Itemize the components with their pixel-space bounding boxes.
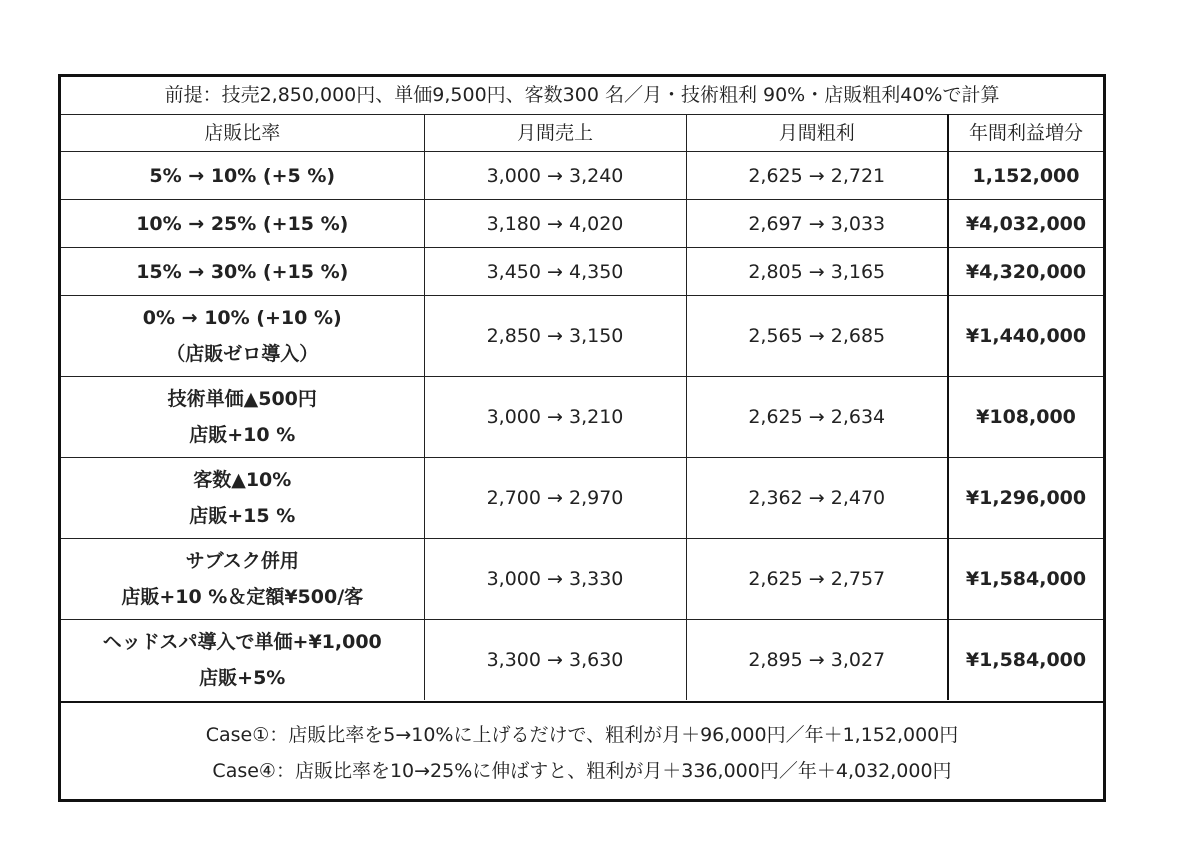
table-row — [61, 248, 1103, 296]
case-cell — [61, 620, 424, 701]
case-label: 5% → 10% (+5 %) — [149, 164, 336, 187]
case-cell — [61, 152, 424, 200]
annual-profit-cell: ¥4,320,000 — [948, 248, 1103, 296]
monthly-sales-cell: 3,000 → 3,210 — [424, 377, 686, 458]
annual-profit-cell: ¥108,000 — [948, 377, 1103, 458]
header-retail-ratio: 店販比率 — [61, 115, 424, 152]
case-label: 0% → 10% (+10 %) — [142, 307, 342, 329]
case-sublabel: （店販ゼロ導入） — [166, 343, 319, 366]
case-sublabel: 店販+5% — [199, 667, 286, 690]
case-label: 10% → 25% (+15 %) — [136, 212, 349, 235]
premise-row — [61, 77, 1103, 115]
monthly-gross-cell: 2,625 → 2,634 — [686, 377, 948, 458]
monthly-gross-cell: 2,625 → 2,757 — [686, 539, 948, 620]
table-row — [61, 620, 1103, 701]
monthly-sales-cell: 3,180 → 4,020 — [424, 200, 686, 248]
header-monthly-sales: 月間売上 — [424, 115, 686, 152]
header-row — [61, 115, 1103, 152]
annual-profit-cell: 1,152,000 — [948, 152, 1103, 200]
note-case-1: Case①：店販比率を5→10%に上げるだけで、粗利が月＋96,000円／年＋1,152,000円 — [205, 723, 959, 746]
case-label: 15% → 30% (+15 %) — [136, 260, 349, 283]
monthly-gross-cell: 2,697 → 3,033 — [686, 200, 948, 248]
case-label: サブスク併用 — [185, 550, 299, 572]
monthly-sales-cell: 2,700 → 2,970 — [424, 458, 686, 539]
annual-profit-cell: ¥1,440,000 — [948, 296, 1103, 377]
simulation-table — [61, 77, 1103, 700]
monthly-gross-cell: 2,895 → 3,027 — [686, 620, 948, 701]
table-row — [61, 377, 1103, 458]
monthly-gross-cell: 2,625 → 2,721 — [686, 152, 948, 200]
table-row — [61, 200, 1103, 248]
monthly-sales-cell: 3,300 → 3,630 — [424, 620, 686, 701]
monthly-gross-cell: 2,565 → 2,685 — [686, 296, 948, 377]
case-sublabel: 店販+10 %＆定額¥500/客 — [121, 586, 364, 609]
table-row — [61, 296, 1103, 377]
summary-notes — [61, 701, 1103, 802]
case-cell — [61, 458, 424, 539]
note-case-4: Case④：店販比率を10→25%に伸ばすと、粗利が月＋336,000円／年＋4,032,000円 — [212, 759, 952, 782]
case-label: 技術単価▲500円 — [167, 388, 317, 410]
monthly-sales-cell: 3,000 → 3,240 — [424, 152, 686, 200]
premise-text: 前提：技売2,850,000円、単価9,500円、客数300 名／月・技術粗利 90%・店販粗利40%で計算 — [61, 77, 1103, 115]
case-cell — [61, 296, 424, 377]
case-sublabel: 店販+15 % — [189, 505, 296, 528]
case-cell — [61, 539, 424, 620]
monthly-gross-cell: 2,805 → 3,165 — [686, 248, 948, 296]
header-annual-profit-increase: 年間利益増分 — [948, 115, 1103, 152]
table-row — [61, 458, 1103, 539]
simulation-table-frame — [58, 74, 1106, 802]
case-label: ヘッドスパ導入で単価+¥1,000 — [102, 631, 382, 653]
annual-profit-cell: ¥1,584,000 — [948, 620, 1103, 701]
monthly-sales-cell: 3,000 → 3,330 — [424, 539, 686, 620]
annual-profit-cell: ¥4,032,000 — [948, 200, 1103, 248]
case-cell — [61, 248, 424, 296]
monthly-sales-cell: 2,850 → 3,150 — [424, 296, 686, 377]
monthly-gross-cell: 2,362 → 2,470 — [686, 458, 948, 539]
annual-profit-cell: ¥1,296,000 — [948, 458, 1103, 539]
header-monthly-gross-profit: 月間粗利 — [686, 115, 948, 152]
case-cell — [61, 377, 424, 458]
annual-profit-cell: ¥1,584,000 — [948, 539, 1103, 620]
case-cell — [61, 200, 424, 248]
monthly-sales-cell: 3,450 → 4,350 — [424, 248, 686, 296]
table-row — [61, 152, 1103, 200]
table-row — [61, 539, 1103, 620]
case-label: 客数▲10% — [193, 469, 292, 491]
case-sublabel: 店販+10 % — [189, 424, 296, 447]
